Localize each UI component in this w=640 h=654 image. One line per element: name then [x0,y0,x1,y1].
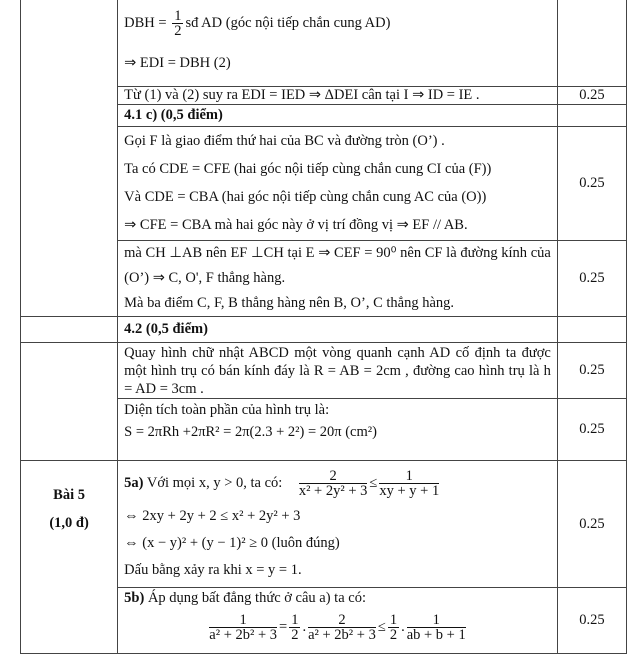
num: 1 [389,612,398,628]
text: Dấu bằng xảy ra khi x = y = 1. [124,562,302,578]
text: mà CH ⊥AB nên EF ⊥CH tại E ⇒ CEF = 90⁰ nên CF là đường kính của (O’) ⇒ C, O', F thẳng hàng. [124,245,551,286]
text: Với mọi x, y > 0, ta có: [143,475,283,491]
op: . [302,618,307,635]
left-cell-empty [21,317,118,343]
score: 0.25 [557,127,626,241]
den: 2 [174,23,182,40]
cell-dbh [118,0,558,87]
num: 1 [379,469,439,484]
text: Áp dụng bất đẳng thức ở câu a) ta có: [144,590,366,606]
op: = [279,618,288,635]
num: 1 [291,612,299,628]
num: 2 [299,469,368,484]
text: ⇒ CFE = CBA mà hai góc này ở vị trí đồng vị ⇒ EF // AB. [124,217,468,233]
score: 0.25 [557,588,626,654]
den: ab + b + 1 [406,627,466,643]
op: ≤ [369,475,378,491]
text: (1,0 đ) [49,515,89,531]
cell-5b [118,588,558,654]
label: 5b) [124,590,145,606]
left-cell-empty [21,343,118,461]
score: 0.25 [557,461,626,588]
score-empty [557,105,626,127]
text: DBH = [124,15,171,31]
den: a² + 2b² + 3 [209,627,278,643]
text: sđ AD (góc nội tiếp chắn cung AD) [185,15,391,31]
text: ⇔ 2xy + 2y + 2 ≤ x² + 2y² + 3 [124,508,301,524]
score-empty [557,317,626,343]
bai5-label [21,461,118,654]
num: 1 [407,613,466,628]
cell-41c [118,127,558,241]
den: x² + 2y² + 3 [298,483,368,500]
score: 0.25 [557,343,626,399]
den: a² + 2b² + 3 [308,627,376,643]
cell-5a [118,461,558,588]
text: Mà ba điểm C, F, B thẳng hàng nên B, O’, C thẳng hàng. [124,295,455,311]
text: Từ (1) và (2) suy ra EDI = IED ⇒ ΔDEI cân tại I ⇒ ID = IE . [124,87,480,103]
formula [124,613,551,642]
label: 5a) [124,475,144,491]
den: 2 [389,627,398,643]
num: 1 [174,8,182,25]
num: 1 [209,613,277,628]
left-cell-empty [21,0,118,317]
text: Gọi F là giao điểm thứ hai của BC và đường tròn (O’) . [124,133,445,149]
solution-table [20,0,627,654]
text: Ta có CDE = CFE (hai góc nội tiếp cùng chắn cung CI của (F)) [124,161,492,177]
text: Quay hình chữ nhật ABCD một vòng quanh cạnh AD cố định ta được một hình trụ có bán kính đáy là R = AB = 2cm , đường cao hình trụ là h = AD = 3cm . [124,345,551,397]
text: Bài 5 [53,487,85,503]
score-empty [557,0,626,87]
text: ⇒ EDI = DBH (2) [124,55,231,71]
score: 0.25 [557,399,626,461]
den: 2 [291,627,299,643]
op: ≤ [377,618,386,635]
op: . [401,618,405,635]
num: 2 [308,613,376,628]
text: Và CDE = CBA (hai góc nội tiếp cùng chắn cung AC của (O)) [124,189,487,205]
section-heading: 4.2 (0,5 điểm) [124,321,208,337]
text: S = 2πRh +2πR² = 2π(2.3 + 2²) = 20π (cm²) [124,424,377,440]
text: ⇔ (x − y)² + (y − 1)² ≥ 0 (luôn đúng) [124,535,340,551]
score: 0.25 [557,241,626,317]
section-heading: 4.1 c) (0,5 điểm) [124,107,223,123]
score: 0.25 [557,87,626,105]
text: Diện tích toàn phần của hình trụ là: [124,402,330,418]
fraction [172,9,183,38]
den: xy + y + 1 [379,483,440,500]
